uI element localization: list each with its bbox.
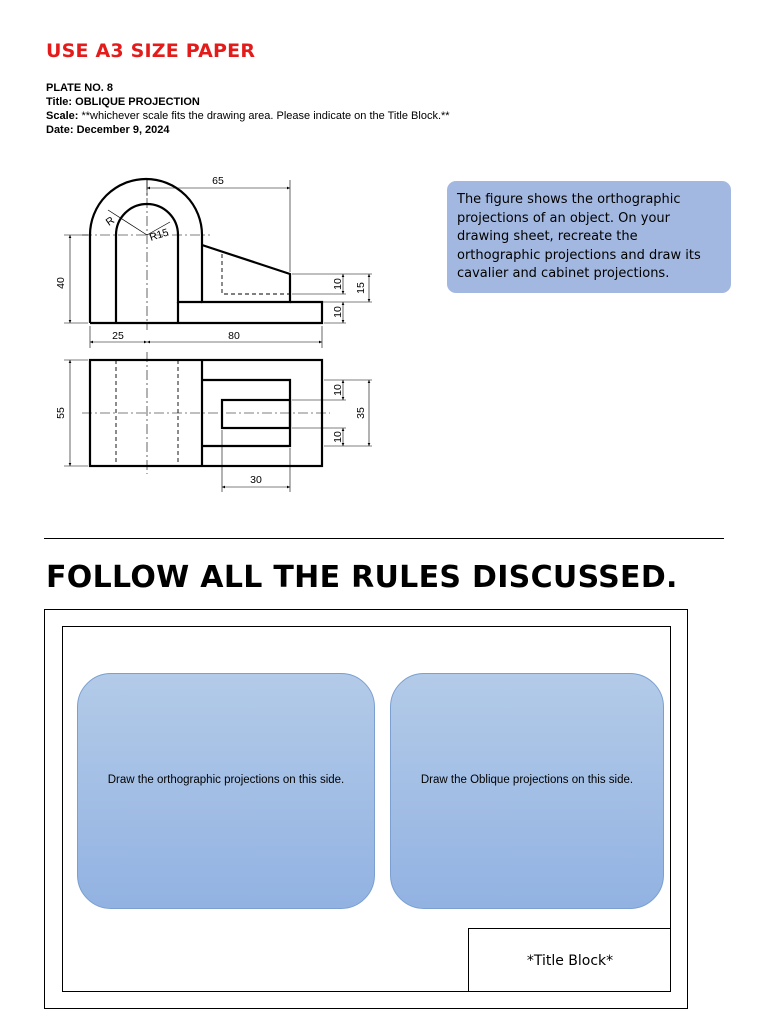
dim-plan-10-a: 10 [331,384,344,396]
title-block-label: *Title Block* [526,952,614,969]
dim-plan-10-b: 10 [331,431,344,443]
plate-number: PLATE NO. 8 [46,82,114,94]
scale-label: Scale: [46,110,79,122]
title-label: Title: [46,96,73,108]
dim-65: 65 [212,175,224,187]
title-value: OBLIQUE PROJECTION [75,96,200,108]
orthographic-area [77,673,375,909]
dim-r15: R15 [148,226,171,244]
paper-size-heading: USE A3 SIZE PAPER [46,40,256,62]
rules-heading: FOLLOW ALL THE RULES DISCUSSED. [46,560,678,595]
dim-30: 30 [250,474,262,486]
dim-15: 15 [354,282,367,294]
dim-10-a: 10 [331,278,344,290]
instructions-text: The figure shows the orthographic projections of an object. On your drawing sheet, recreate the orthographic projections and draw its cavalier and cabinet projections. [457,192,701,281]
scale-line [46,109,450,123]
instructions-box [447,181,731,293]
dim-55: 55 [55,407,67,419]
orthographic-area-label: Draw the orthographic projections on this side. [107,774,345,786]
date-value: December 9, 2024 [76,124,170,136]
dim-10-b: 10 [331,306,344,318]
date-line [46,123,170,137]
dim-40: 40 [55,277,67,289]
oblique-area [390,673,664,909]
dim-radius-outer: R [103,214,117,229]
oblique-area-label: Draw the Oblique projections on this side. [420,774,634,786]
section-divider [44,538,724,539]
dim-25: 25 [112,330,124,342]
date-label: Date: [46,124,74,136]
scale-value: **whichever scale fits the drawing area. Please indicate on the Title Block.** [81,110,450,122]
front-view [90,179,322,323]
orthographic-drawing [40,165,400,505]
title-block [468,928,671,992]
title-line [46,95,200,109]
dim-80: 80 [228,330,240,342]
dim-35: 35 [354,407,367,419]
